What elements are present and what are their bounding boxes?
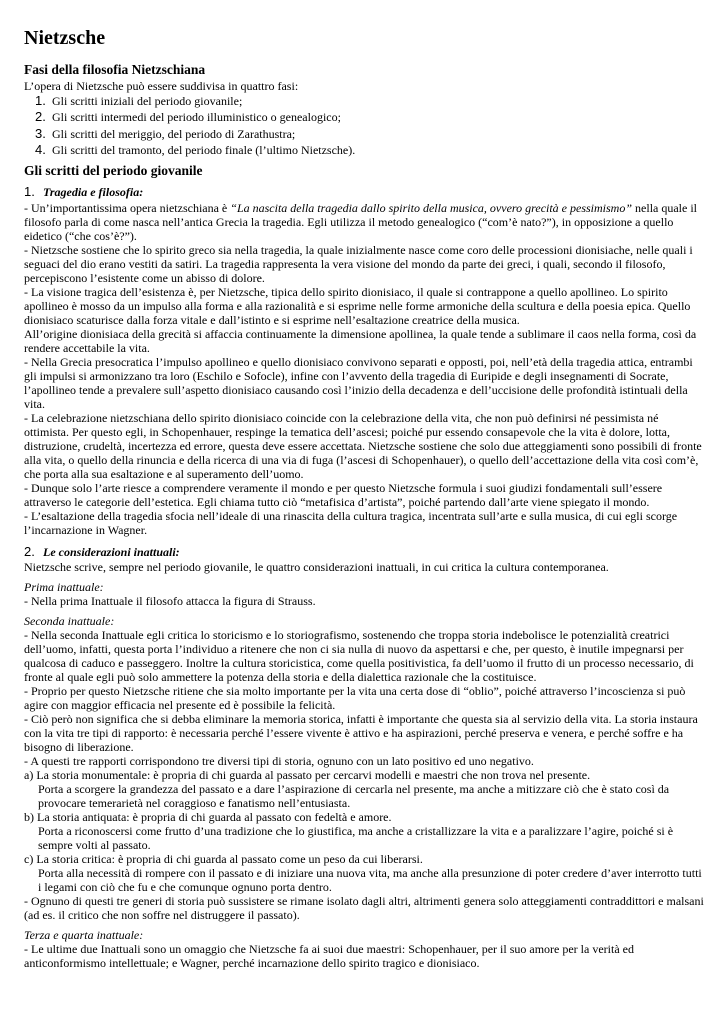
document-page — [24, 26, 706, 970]
list-number: 3. — [35, 125, 46, 141]
list-item-text: Gli scritti del meriggio, del periodo di Zarathustra; — [52, 126, 296, 141]
paragraph: - Nietzsche sostiene che lo spirito greco sia nella tragedia, la quale inizialmente nasce come coro delle processioni dionisiache, nelle quali i seguaci del dio erano vestiti da satiri. La tragedia rappresenta la vera visione del mondo da parte dei greci, i quali, secondo il filosofo, percepiscono l’esistente come un abisso di dolore. — [24, 242, 693, 285]
paragraph: - Ciò però non significa che si debba eliminare la memoria storica, infatti è importante che questa sia al servizio della vita. La storia instaura con la vita tre tipi di rapporto: è necessaria perché l’essere vivente è attivo e ha aspirazioni, perché preserva e venera, e perché soffre e ha bisogno di liberazione. — [24, 711, 698, 754]
list-number: 4. — [35, 142, 46, 158]
subsection-number: 2. — [24, 543, 35, 559]
paragraph: - Dunque solo l’arte riesce a comprendere veramente il mondo e per questo Nietzsche formula i suoi giudizi fondamentali sull’essere attraverso le categorie dell’estetica. Egli chiama tutto ciò “metafisica d’artista”, poiché partendo dall’arte viene spiegato il mondo. — [24, 480, 663, 509]
paragraph: - La celebrazione nietzschiana dello spirito dionisiaco coincide con la celebrazione della vita, che non può definirsi né pessimista né ottimista. Per questo egli, in Schopenhauer, respinge la tematica dell’ascesi; poiché pur essendo consapevole che la vita è dolore, lotta, distruzione, crudeltà, incertezza ed errore, questa deve essere accettata. Nietzsche sostiene che solo due atteggiamenti sono possibili di fronte alla vita, o quello della rinuncia e della ricerca di una via di fuga (l’ascesi di Schopenhauer), o quello dell’accettazione della vita così com’è, che porta alla sua esaltazione e al superamento dell’uomo. — [24, 410, 702, 481]
section-heading-phases: Fasi della filosofia Nietzschiana — [24, 62, 206, 77]
history-type-detail: Porta alla necessità di rompere con il passato e di iniziare una nuova vita, ma anche alla presunzione di poter credere d’aver interrotto tutti i legami con ciò che fu e che comunque ognuno porta dentro. — [38, 865, 702, 894]
phases-list — [24, 93, 706, 159]
paragraph-text: - Un’importantissima opera nietzschiana è — [24, 200, 231, 215]
paragraph: - Nella seconda Inattuale egli critica lo storicismo e lo storiografismo, sostenendo che troppa storia indebolisce le potenzialità creatrici dell’uomo, infatti, questa porta l’individuo a ritenere che non ci sia nulla di nuovo da aspettarsi e che, per questo, è inutile impegnarsi per qualcosa di caduco e passeggero. Inoltre la cultura storicistica, come quella positivistica, fa dell’uomo il frutto di un processo necessario, di fronte al quale egli può solo ammettere la potenza della storia e della dialettica razionale che la costituisce. — [24, 627, 694, 684]
list-number: 2. — [35, 109, 46, 125]
paragraph — [24, 201, 706, 243]
label-third-fourth-untimely: Terza e quarta inattuale: — [24, 927, 144, 942]
paragraph: - La visione tragica dell’esistenza è, per Nietzsche, tipica dello spirito dionisiaco, il quale si contrappone a quello apollineo. Lo spirito apollineo è mosso da un impulso alla forma e alla razionalità e si esprime nelle forme armoniche della scultura e della poesia epica. Quello dionisiaco scaturisce dalla forza vitale e dall’istinto e si esprime nell’esaltazione creatrice della musica. — [24, 284, 691, 327]
subsection-title: Tragedia e filosofia: — [43, 184, 144, 199]
phases-intro: L’opera di Nietzsche può essere suddivisa in quattro fasi: — [24, 79, 299, 93]
paragraph: - Nella Grecia presocratica l’impulso apollineo e quello dionisiaco convivono separati e opposti, poi, nell’età della tragedia attica, entrambi gli impulsi si armonizzano tra loro (Eschilo e Sofocle), infine con l’avvento della tragedia di Euripide e degli insegnamenti di Socrate, l’apollineo tende a prevalere sull’aspetto dionisiaco causando così l’inizio della decadenza e dell’uccisione delle profondità istintuali della vita. — [24, 354, 693, 411]
paragraph: - L’esaltazione della tragedia sfocia nell’ideale di una rinascita della cultura tragica, incentrata sull’arte e sulla musica, di cui egli scorge l’incarnazione in Wagner. — [24, 508, 678, 537]
label-second-untimely: Seconda inattuale: — [24, 613, 115, 628]
paragraph: Nietzsche scrive, sempre nel periodo giovanile, le quattro considerazioni inattuali, in cui critica la cultura contemporanea. — [24, 559, 609, 574]
history-type-line: c) La storia critica: è propria di chi guarda al passato come un peso da cui liberarsi. — [24, 851, 423, 866]
history-type-line: a) La storia monumentale: è propria di chi guarda al passato per cercarvi modelli e maestri che non trova nel presente. — [24, 767, 591, 782]
history-type-detail: Porta a scorgere la grandezza del passato e a dare l’aspirazione di cercarla nel presente, ma anche a mitizzare ciò che è stato così da provocare temerarietà nel coraggioso e fanatismo nell’entusiasta. — [38, 781, 670, 810]
history-type-line: b) La storia antiquata: è propria di chi guarda al passato con fedeltà e amore. — [24, 809, 392, 824]
paragraph: - Le ultime due Inattuali sono un omaggio che Nietzsche fa ai suoi due maestri: Schopenhauer, per il suo amore per la verità ed anticonformismo intellettuale; e Wagner, perché incarnazione dello spirito tragico e dionisiaco. — [24, 941, 634, 970]
work-title: “La nascita della tragedia dallo spirito della musica, ovvero grecità e pessimismo” — [230, 200, 633, 215]
subsection-title: Le considerazioni inattuali: — [43, 544, 180, 559]
paragraph: - Proprio per questo Nietzsche ritiene che sia molto importante per la vita una certa dose di “oblio”, poiché attraverso l’incoscienza si può agire con maggior efficacia nel presente ed è possibile la felicità. — [24, 683, 686, 712]
list-item-text: Gli scritti del tramonto, del periodo finale (l’ultimo Nietzsche). — [52, 143, 356, 158]
paragraph: - Nella prima Inattuale il filosofo attacca la figura di Strauss. — [24, 593, 316, 608]
list-item — [24, 109, 706, 125]
list-item — [24, 126, 706, 142]
subsection-heading-tragedy — [24, 184, 706, 200]
subsection-heading-untimely — [24, 544, 706, 560]
list-number: 1. — [35, 93, 46, 108]
list-item-text: Gli scritti iniziali del periodo giovanile; — [52, 94, 243, 108]
section-heading-youth: Gli scritti del periodo giovanile — [24, 162, 203, 178]
list-item — [24, 93, 706, 109]
label-first-untimely: Prima inattuale: — [24, 579, 104, 594]
paragraph: All’origine dionisiaca della grecità si affaccia continuamente la dimensione apollinea, la quale tende a sublimare il caos nella forma, così da rendere accettabile la vita. — [24, 326, 697, 355]
list-item — [24, 142, 706, 158]
list-item-text: Gli scritti intermedi del periodo illuministico o genealogico; — [52, 110, 341, 125]
history-type-detail: Porta a riconoscersi come frutto d’una tradizione che lo giustifica, ma anche a cristallizzare la vita e a paralizzare l’agire, poiché si è sempre volti al passato. — [38, 823, 674, 852]
subsection-number: 1. — [24, 183, 35, 199]
paragraph: - A questi tre rapporti corrispondono tre diversi tipi di storia, ognuno con un lato positivo ed uno negativo. — [24, 753, 534, 768]
paragraph: - Ognuno di questi tre generi di storia può sussistere se rimane isolato dagli altri, altrimenti genera solo atteggiamenti contraddittori e malsani (ad es. il critico che non soffre nel distruggere il passato). — [24, 893, 704, 922]
paragraph-text: nella quale il filosofo parla di come nasca nell’antica Grecia la tragedia. Egli utilizza il metodo genealogico (“com’è nato?”), in opposizione a quello eidetico (“che cos’è?”). — [24, 200, 698, 243]
page-title: Nietzsche — [24, 27, 106, 49]
